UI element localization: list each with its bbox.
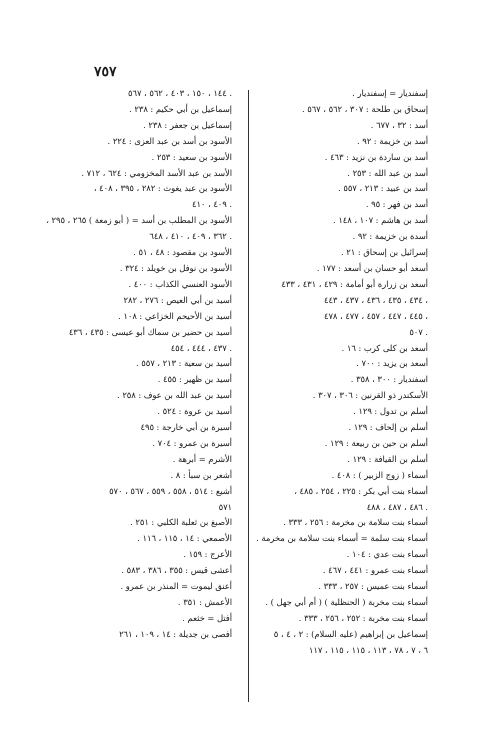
- index-entry: أسد بن خزيمة : ٩٢ .: [356, 135, 428, 146]
- index-entry: أسعد أبو حسان بن أسعد : ١٧٧ .: [316, 262, 428, 273]
- index-entry: الأعمش : ٣٥١ .: [177, 597, 232, 607]
- page-number: ٧٥٧: [94, 64, 117, 80]
- index-entry: أسماء بنت عدي : ١٠٤ .: [346, 549, 428, 560]
- index-entry: الأصبغ بن ثعلبة الكلبي : ٢٥١ .: [130, 517, 232, 528]
- index-entry: الأسود بن عبد يغوث : ٢٨٢ ، ٣٩٥ ، ٤٠٨ ،: [93, 183, 232, 194]
- index-entry: أسيد بن سعية : ٢١٣ ، ٥٥٧ .: [136, 358, 232, 369]
- index-entry: أسماء بنت مخربة ( الحنظلية ) ( أم أبي جهل ) .: [265, 597, 428, 607]
- index-entry: أسماء بنت سلمة = أسماء بنت سلامة بن مخرمة .: [256, 533, 428, 544]
- index-entry: ٤٣٧ ، ٤٤٤ ، ٤٥٤ .: [170, 342, 232, 353]
- index-entry: ٦ ، ٧ ، ٧٨ ، ١١٣ ، ١١٥ ، ١١٥ ، ١١٧: [308, 644, 428, 655]
- index-entry: أعنق ليموت = المنذر بن عمرو .: [120, 581, 232, 592]
- index-entry: ٤٠٩ ، ٤١٠ .: [192, 199, 232, 210]
- index-entry: أسيد بن ظهير : ٤٥٥ .: [157, 374, 232, 385]
- index-entry: أسماء بنت أبي بكر : ٢٢٥ ، ٢٥٤ ، ٤٨٥ ،: [294, 485, 428, 496]
- index-entry: الأسود بن أسد بن عبد العزى : ٢٢٤ .: [107, 135, 232, 146]
- index-entry: الأعرج : ١٥٩ .: [183, 549, 232, 560]
- index-entry: أسيد بن أبي العيص : ٢٧٦ ، ٢٨٢: [123, 294, 232, 305]
- index-entry: الأسود العنسي الكذاب : ٤٠٠ .: [128, 278, 232, 289]
- index-entry: أسلم بن القيافة : ١٢٩ .: [347, 453, 428, 464]
- index-entry: أسيد بن حضير بن سماك أبو عيسى : ٤٣٥ ، ٤٣٦: [68, 326, 232, 337]
- index-entry: الأسود بن نوفل بن خويلد : ٣٢٤ .: [119, 262, 232, 273]
- index-entry: أسماء بنت عمرو : ٤٤١ ، ٤٦٧ .: [322, 565, 428, 576]
- index-entry: أسد بن ساردة بن نزيد : ٤٦٣ .: [324, 151, 428, 162]
- right-column: [258, 86, 428, 659]
- index-entry: الأصمعي : ١٤ ، ١١٥ ، ١١٦ .: [137, 533, 232, 544]
- index-entry: إسرائيل بن إسحاق : ٢١ .: [341, 247, 428, 258]
- index-entry: ٤٨٦ ، ٤٨٧ ، ٤٨٨ .: [366, 501, 428, 512]
- index-entry: أسد بن هاشم : ١٠٧ ، ١٤٨ .: [333, 215, 428, 226]
- index-entry: أسماء بنت عميس : ٢٥٧ ، ٣٣٣ .: [318, 581, 428, 592]
- index-entry: أسد : ٣٢ ، ٦٧٧ .: [370, 119, 428, 130]
- index-entry: أسيد بن الأحيحم الخزاعي : ١٠٨ .: [118, 310, 232, 321]
- index-entry: أسيرة بن أبي خارجة : ٤٩٥: [140, 422, 232, 433]
- index-entry: الأسود بن المطلب بن أسد = ( أبو زمعة ) ٢٦٥ ، ٢٩٥ ،: [46, 215, 232, 226]
- index-entry: إسماعيل بن أبي حكيم : ٢٣٨ .: [129, 103, 232, 114]
- index-entry: أشيع : ٥١٤ ، ٥٥٨ ، ٥٥٩ ، ٥٦٧ ، ٥٧٠: [109, 485, 232, 496]
- index-entry: ٤٣٤ ، ٤٣٥ ، ٤٣٦ ، ٤٣٧ ، ٤٤٣ ،: [323, 294, 428, 305]
- index-entry: أفتل = خثعم .: [182, 612, 232, 623]
- index-entry: الأسود بن سعيد : ٢٥٣ .: [151, 151, 232, 162]
- index-entry: أسماء بنت سلامة بن مخرمة : ٢٥٦ ، ٣٣٣ .: [283, 517, 428, 528]
- index-entry: ٥٠٧ .: [409, 326, 428, 337]
- index-entry: أسد بن فهر : ٩٥ .: [365, 199, 428, 210]
- index-entry: إسحاق بن طلحة : ٣٠٧ ، ٥٦٢ ، ٥٦٧ .: [301, 103, 428, 114]
- index-entry: أسيد بن عروة : ٥٢٤ .: [157, 406, 232, 417]
- index-entry: ٤٤٥ ، ٤٤٧ ، ٤٥٧ ، ٤٧٧ ، ٤٧٨ ،: [323, 310, 428, 321]
- index-entry: أسدة بن خزيمة : ٩٢ .: [352, 231, 428, 242]
- index-entry: اسفنديار : ٣٠٠ ، ٣٥٨ .: [350, 374, 428, 385]
- index-entry: إسماعيل بن جعفر : ٢٣٨ .: [143, 119, 232, 130]
- index-entry: ١٤٤ ، ١٥٠ ، ٤٠٣ ، ٥٦٢ ، ٥٦٧ .: [128, 88, 232, 98]
- index-entry: أسلم بن تدول : ١٢٩ .: [353, 406, 428, 417]
- index-entry: ٣٦٢ ، ٤٠٩ ، ٤١٠ ، ٦٤٨ .: [149, 231, 232, 242]
- index-entry: أسلم بن حين بن ربيعة : ١٢٩ .: [324, 437, 428, 448]
- index-entry: أسعد بن يزيد : ٧٠٠ .: [356, 358, 428, 369]
- index-entry: أسماء ( زوج الزبير ) : ٤٠٨ .: [331, 469, 428, 480]
- index-entry: الأسكندر ذو القرنين : ٣٠٦ ، ٣٠٧ .: [312, 390, 428, 401]
- index-entry: أسعد بن كلى كرب : ١٦ .: [341, 342, 428, 353]
- index-entry: أسد بن عبد الله : ٢٥٣ .: [347, 167, 428, 178]
- index-entry: أشعر بن سبأ : ٨ .: [170, 469, 232, 480]
- index-entry: الأسود بن مقصود : ٤٨ ، ٥١ .: [133, 247, 232, 258]
- index-entry: أسد بن عبيد : ٢١٣ ، ٥٥٧ .: [338, 183, 428, 194]
- index-entry: ٥٧١: [218, 501, 232, 512]
- index-entry: أسيرة بن عمرو : ٧٠٤ .: [152, 437, 232, 448]
- index-entry: إسفنديار = إسفنديار .: [352, 88, 428, 98]
- index-entry: أسماء بنت مخربة : ٢٥٢ ، ٢٥٦ ، ٣٣٣ .: [298, 612, 428, 623]
- index-entry: أعشى قيس : ٣٥٥ ، ٣٨٦ ، ٥٨٣ .: [121, 565, 232, 576]
- index-entry: الأسد بن عبد الأسد المخزومي : ٦٢٤ ، ٧١٢ .: [81, 167, 232, 178]
- index-entry: الأشرم = أبرهة .: [172, 453, 232, 464]
- index-entry: أسيد بن عبد الله بن عوف : ٢٥٨ .: [117, 390, 232, 401]
- left-column: [46, 86, 232, 643]
- index-entry: أسلم بن إلحاف : ١٢٩ .: [348, 422, 428, 433]
- index-entry: إسماعيل بن إبراهيم (عليه السلام) : ٢ ، ٤ ، ٥: [273, 628, 428, 639]
- index-entry: أفصى بن جديلة : ١٤ ، ١٠٩ ، ٢٦١: [119, 628, 232, 639]
- index-entry: أسعد بن زرارة أبو أمامة : ٤٢٩ ، ٤٣١ ، ٤٣٣: [281, 278, 428, 289]
- column-divider: [248, 90, 249, 702]
